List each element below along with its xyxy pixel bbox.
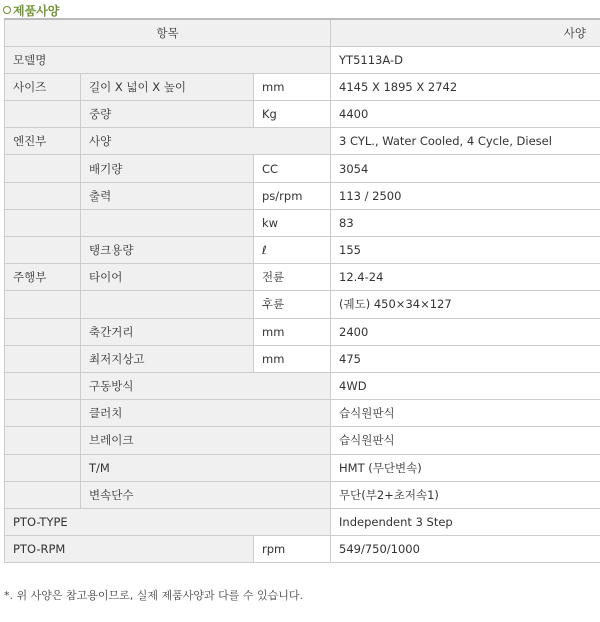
row-label: 최저지상고 bbox=[81, 345, 254, 372]
row-label: 중량 bbox=[81, 101, 254, 128]
group-label: 엔진부 bbox=[5, 128, 81, 155]
row-unit: Kg bbox=[254, 101, 331, 128]
table-row bbox=[5, 182, 600, 209]
row-value: 무단(부2+초저속1) bbox=[331, 481, 600, 508]
group-label-empty bbox=[5, 291, 81, 318]
row-value: 4145 X 1895 X 2742 bbox=[331, 73, 600, 100]
section-title bbox=[3, 2, 59, 18]
row-value: HMT (무단변속) bbox=[331, 454, 600, 481]
spec-table bbox=[4, 18, 600, 563]
row-label: 변속단수 bbox=[81, 481, 331, 508]
table-row bbox=[5, 508, 600, 535]
table-row bbox=[5, 101, 600, 128]
row-label: 길이 X 넓이 X 높이 bbox=[81, 73, 254, 100]
row-value: 83 bbox=[331, 209, 600, 236]
table-row bbox=[5, 427, 600, 454]
row-label-empty bbox=[81, 291, 254, 318]
row-unit: mm bbox=[254, 345, 331, 372]
row-value: 12.4-24 bbox=[331, 264, 600, 291]
row-unit: rpm bbox=[254, 536, 331, 563]
row-value: 4400 bbox=[331, 101, 600, 128]
group-label-empty bbox=[5, 237, 81, 264]
table-row bbox=[5, 536, 600, 563]
table-row bbox=[5, 291, 600, 318]
row-value: 2400 bbox=[331, 318, 600, 345]
row-label: 탱크용량 bbox=[81, 237, 254, 264]
group-label-empty bbox=[5, 101, 81, 128]
table-row bbox=[5, 264, 600, 291]
row-value: 475 bbox=[331, 345, 600, 372]
table-row bbox=[5, 128, 600, 155]
group-label-empty bbox=[5, 454, 81, 481]
row-unit: ℓ bbox=[254, 237, 331, 264]
row-label: PTO-TYPE bbox=[5, 508, 331, 535]
row-value: 155 bbox=[331, 237, 600, 264]
row-label: 배기량 bbox=[81, 155, 254, 182]
group-label-empty bbox=[5, 318, 81, 345]
row-value: (궤도) 450×34×127 bbox=[331, 291, 600, 318]
row-label: 타이어 bbox=[81, 264, 254, 291]
row-label: 구동방식 bbox=[81, 372, 331, 399]
group-label-empty bbox=[5, 345, 81, 372]
row-value: 549/750/1000 bbox=[331, 536, 600, 563]
group-label-empty bbox=[5, 400, 81, 427]
footnote: *. 위 사양은 참고용이므로, 실제 제품사양과 다를 수 있습니다. bbox=[4, 589, 303, 602]
group-label-empty bbox=[5, 372, 81, 399]
group-label-empty bbox=[5, 209, 81, 236]
table-row bbox=[5, 155, 600, 182]
row-label: 클러치 bbox=[81, 400, 331, 427]
row-unit: 전륜 bbox=[254, 264, 331, 291]
group-label-empty bbox=[5, 182, 81, 209]
row-label: 사양 bbox=[81, 128, 331, 155]
table-row bbox=[5, 372, 600, 399]
group-label-empty bbox=[5, 481, 81, 508]
row-value: Independent 3 Step bbox=[331, 508, 600, 535]
table-row bbox=[5, 345, 600, 372]
row-label: T/M bbox=[81, 454, 331, 481]
table-row bbox=[5, 481, 600, 508]
table-row bbox=[5, 73, 600, 100]
table-row bbox=[5, 209, 600, 236]
table-row bbox=[5, 318, 600, 345]
row-unit: kw bbox=[254, 209, 331, 236]
row-value: 습식원판식 bbox=[331, 400, 600, 427]
table-row bbox=[5, 400, 600, 427]
table-header-row bbox=[5, 19, 600, 46]
group-label-empty bbox=[5, 155, 81, 182]
row-label: 브레이크 bbox=[81, 427, 331, 454]
header-item: 항목 bbox=[5, 19, 331, 46]
row-unit: CC bbox=[254, 155, 331, 182]
row-value: 3 CYL., Water Cooled, 4 Cycle, Diesel bbox=[331, 128, 600, 155]
row-unit: mm bbox=[254, 318, 331, 345]
section-title-text: 제품사양 bbox=[13, 3, 60, 18]
row-unit: 후륜 bbox=[254, 291, 331, 318]
circle-bullet-icon bbox=[3, 6, 11, 14]
table-row bbox=[5, 46, 600, 73]
row-value: 4WD bbox=[331, 372, 600, 399]
group-label-empty bbox=[5, 427, 81, 454]
table-row bbox=[5, 237, 600, 264]
row-unit: ps/rpm bbox=[254, 182, 331, 209]
row-value: 113 / 2500 bbox=[331, 182, 600, 209]
row-value: YT5113A-D bbox=[331, 46, 600, 73]
row-label: PTO-RPM bbox=[5, 536, 254, 563]
group-label: 사이즈 bbox=[5, 73, 81, 100]
group-label: 주행부 bbox=[5, 264, 81, 291]
row-label: 출력 bbox=[81, 182, 254, 209]
table-row bbox=[5, 454, 600, 481]
row-unit: mm bbox=[254, 73, 331, 100]
row-label: 축간거리 bbox=[81, 318, 254, 345]
row-label: 모델명 bbox=[5, 46, 331, 73]
row-value: 습식원판식 bbox=[331, 427, 600, 454]
row-label-empty bbox=[81, 209, 254, 236]
header-spec: 사양 bbox=[331, 19, 600, 46]
row-value: 3054 bbox=[331, 155, 600, 182]
